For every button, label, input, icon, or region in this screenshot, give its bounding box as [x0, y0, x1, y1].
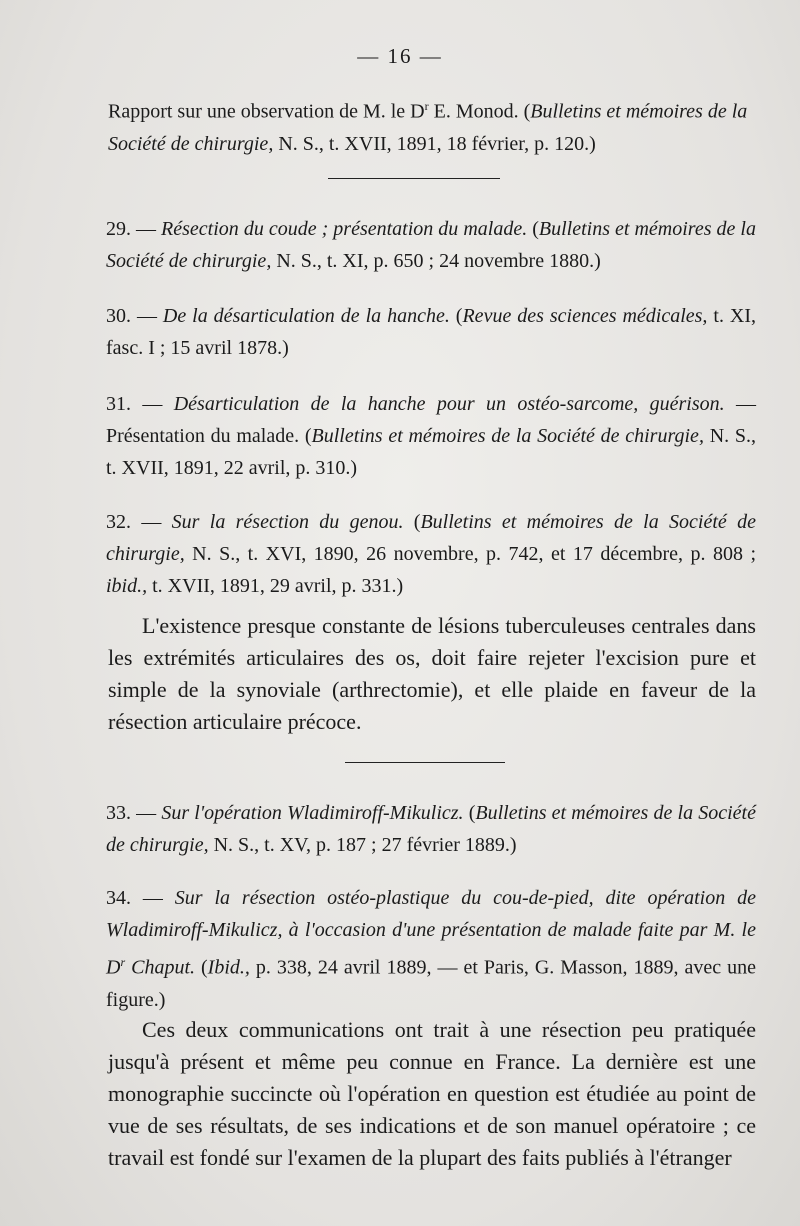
entry-dash: —	[131, 393, 174, 415]
bibliography-entry	[106, 300, 756, 364]
intro-text-a: Rapport sur une observation de M. le D	[108, 100, 425, 123]
intro-source: Bulletins et mémoires de la Société de chirurgie,	[108, 100, 748, 155]
entry-mid: (	[463, 802, 476, 824]
entry-ref: N. S., t. XVI, 1890, 26 novembre, p. 742, et 17 décembre, p. 808 ;	[184, 543, 756, 565]
body-paragraph	[108, 610, 756, 738]
entry-ref: N. S., t. XVII, 1891, 22 avril, p. 310.)	[106, 425, 756, 479]
entry-mid: (	[449, 305, 463, 327]
entry-number: 29.	[106, 218, 131, 240]
entry-ref: p. 338, 24 avril 1889, — et Paris, G. Masson, 1889, avec une figure.)	[106, 956, 756, 1011]
entry-source: Bulletins et mémoires de la Société de chirurgie,	[106, 218, 756, 272]
entry-ref: N. S., t. XI, p. 650 ; 24 novembre 1880.)	[271, 250, 601, 272]
entry-title: De la désarticulation de la hanche.	[162, 305, 450, 327]
entry-mid: — Présentation du malade. (	[106, 393, 756, 447]
entry-number: 30.	[106, 305, 131, 327]
intro-text-b: E. Monod. (	[428, 100, 531, 123]
entry-dash: —	[131, 802, 162, 824]
bibliography-entry	[106, 506, 756, 602]
entry-number: 33.	[106, 802, 131, 824]
paragraph-text: L'existence presque constante de lésions tuberculeuses centrales dans les extrémités articulaires des os, doit faire rejeter l'excision pure et simple de la synoviale (arthrectomie), et elle plaide en faveur de la résection articulaire précoce.	[108, 613, 756, 734]
entry-number: 34.	[106, 887, 131, 909]
entry-dash: —	[131, 511, 172, 533]
entry-dash: —	[131, 305, 163, 327]
entry-mid: (	[403, 511, 421, 533]
entry-title: Résection du coude ; présentation du malade.	[161, 218, 528, 240]
separator-rule	[345, 762, 505, 763]
entry-title-sup: r	[120, 955, 126, 969]
entry-dash: —	[131, 887, 175, 909]
entry-title: Désarticulation de la hanche pour un ostéo-sarcome, guérison.	[173, 393, 725, 415]
bibliography-entry	[106, 388, 756, 484]
entry-number: 32.	[106, 511, 131, 533]
entry-source: Ibid.,	[207, 956, 250, 979]
entry-source: Bulletins et mémoires de la Société de chirurgie,	[311, 425, 704, 447]
entry-title-end: Chaput.	[125, 956, 196, 979]
page-number: — 16 —	[357, 44, 443, 68]
paragraph-text: Ces deux communications ont trait à une résection peu pratiquée jusqu'à présent et même peu connue en France. La dernière est une monographie succincte où l'opération en question est étudiée au point de vue de ses résultats, de ses indications et de son manuel opératoire ; ce travail est fondé sur l'examen de la plupart des faits publiés à l'étranger	[108, 1017, 756, 1170]
entry-title: Sur l'opération Wladimiroff-Mikulicz.	[161, 802, 464, 824]
body-paragraph	[108, 1014, 756, 1174]
entry-title: Sur la résection du genou.	[171, 511, 404, 533]
entry-mid: (	[527, 218, 539, 240]
intro-sup: r	[424, 99, 429, 113]
entry-title: Sur la résection ostéo-plastique du cou-de-pied, dite opération de Wladimiroff-Mikulicz, à l'occasion d'une présentation de malade faite par M. le D	[106, 887, 756, 979]
entry-dash: —	[131, 218, 162, 240]
entry-ref: t. XI, fasc. I ; 15 avril 1878.)	[106, 305, 757, 359]
entry-ref: N. S., t. XV, p. 187 ; 27 février 1889.)	[208, 834, 517, 856]
bibliography-entry	[106, 213, 756, 277]
bibliography-entry	[106, 882, 756, 1016]
separator-rule	[328, 178, 500, 179]
entry-source: Bulletins et mémoires de la Société de chirurgie,	[106, 802, 756, 856]
entry-ref-tail: t. XVII, 1891, 29 avril, p. 331.)	[147, 575, 404, 597]
bibliography-entry	[106, 797, 756, 861]
entry-ref-italic: ibid.,	[106, 575, 148, 597]
intro-text-c: N. S., t. XVII, 1891, 18 février, p. 120.)	[273, 132, 596, 155]
entry-mid: (	[195, 956, 208, 979]
entry-source: Bulletins et mémoires de la Société de chirurgie,	[106, 511, 756, 565]
entry-source: Revue des sciences médicales,	[462, 305, 708, 327]
entry-number: 31.	[106, 393, 131, 415]
intro-reference	[108, 90, 756, 160]
